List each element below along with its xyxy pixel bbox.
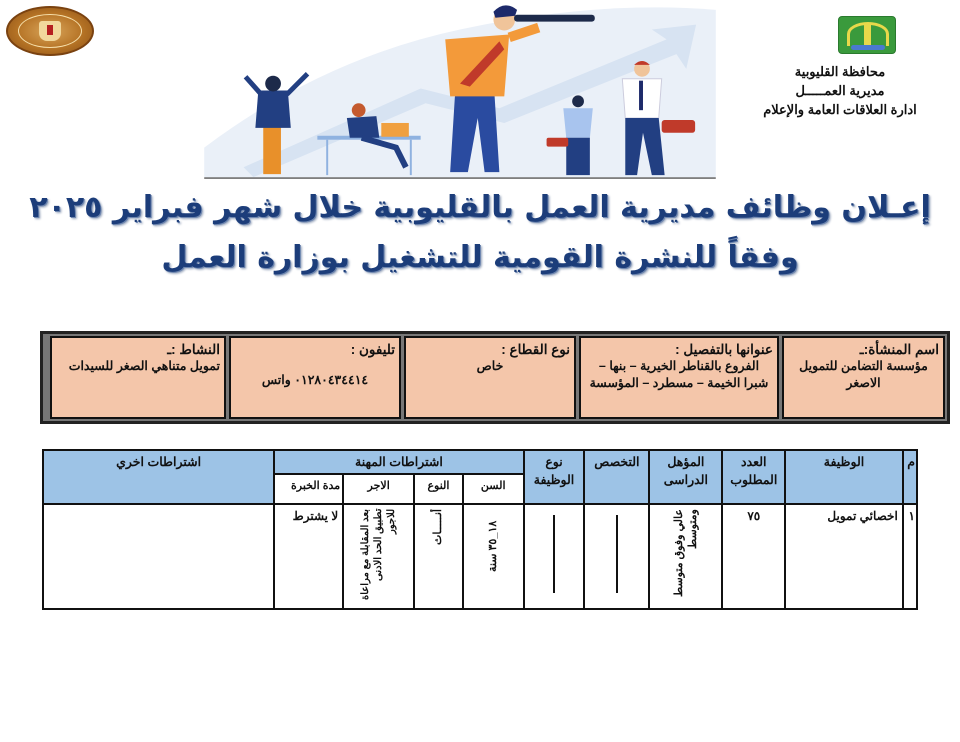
eagle-emblem-icon	[39, 21, 61, 41]
cell-gender	[414, 504, 463, 609]
activity-value: تمويل متناهي الصغر للسيدات	[68, 359, 220, 373]
governorate-header	[740, 62, 940, 119]
address-cell	[579, 336, 779, 419]
cell-other-conditions	[43, 504, 274, 609]
age-value: ١٨_٣٥ سنة	[487, 521, 500, 573]
sector-label: نوع القطاع :	[501, 342, 570, 357]
governorate-logo	[838, 16, 896, 54]
cell-job: اخصائي تمويل	[785, 504, 903, 609]
header-specialization: التخصص	[584, 450, 649, 504]
header-job-type: نوع الوظيفة	[524, 450, 585, 504]
header-qualification: المؤهل الدراسى	[649, 450, 722, 504]
cell-experience: لا يشترط	[274, 504, 343, 609]
salary-value: بعد المقابلة مع مراعاة تطبيق الحد الادنى للاجور	[360, 509, 398, 600]
cell-specialization	[584, 504, 649, 609]
cell-salary	[343, 504, 414, 609]
header-experience: مدة الخبرة	[274, 474, 343, 504]
address-value: الفروع بالقناطر الخيرية – بنها – شبرا الخيمة – مسطرد – المؤسسة	[589, 359, 769, 390]
empty-line-mark	[553, 515, 555, 593]
establishment-name-label: اسم المنشأة:ـ	[859, 342, 939, 357]
cell-job-type	[524, 504, 585, 609]
cell-count: ٧٥	[722, 504, 785, 609]
header-index: م	[903, 450, 917, 504]
phone-label: تليفون :	[350, 342, 395, 357]
phone-cell	[229, 336, 401, 419]
sector-cell	[404, 336, 576, 419]
phone-value: ٠١٢٨٠٤٣٤٤١٤ واتس	[261, 373, 369, 387]
cell-qualification	[649, 504, 722, 609]
empty-line-mark	[616, 515, 618, 593]
qualification-value: عالي وفوق متوسط ومتوسط	[672, 509, 699, 597]
header-age: السن	[463, 474, 524, 504]
sector-value: خاص	[476, 359, 504, 373]
jobs-table-header-row	[43, 450, 917, 474]
header-profession-conditions: اشتراطات المهنة	[274, 450, 523, 474]
cell-age	[463, 504, 524, 609]
cell-index: ١	[903, 504, 917, 609]
ministry-logo	[6, 6, 94, 56]
header-job: الوظيفة	[785, 450, 903, 504]
governorate-name: محافظة القليوبية	[794, 64, 886, 79]
department-name: ادارة العلاقات العامة والإعلام	[763, 102, 917, 117]
jobs-table	[42, 449, 918, 610]
establishment-info-table	[40, 331, 950, 424]
establishment-name-value: مؤسسة التضامن للتمويل الاصغر	[799, 359, 928, 390]
header-other-conditions: اشتراطات اخري	[43, 450, 274, 504]
address-label: عنوانها بالتفصيل :	[675, 342, 773, 357]
establishment-name-cell	[782, 336, 945, 419]
hero-illustration	[200, 0, 720, 182]
activity-label: النشاط :ـ	[167, 342, 220, 357]
header-gender: النوع	[414, 474, 463, 504]
announcement-subtitle: وفقاً للنشرة القومية للتشغيل بوزارة العمل	[161, 240, 799, 275]
header-salary: الاجر	[343, 474, 414, 504]
directorate-name: مديرية العمـــــل	[795, 83, 885, 98]
announcement-title: إعـلان وظائف مديرية العمل بالقليوبية خلال شهر فبراير ٢٠٢٥	[29, 190, 931, 225]
activity-cell	[50, 336, 226, 419]
table-row	[43, 504, 917, 609]
gender-value: أنـــــاث	[432, 509, 445, 545]
header-count: العدد المطلوب	[722, 450, 785, 504]
